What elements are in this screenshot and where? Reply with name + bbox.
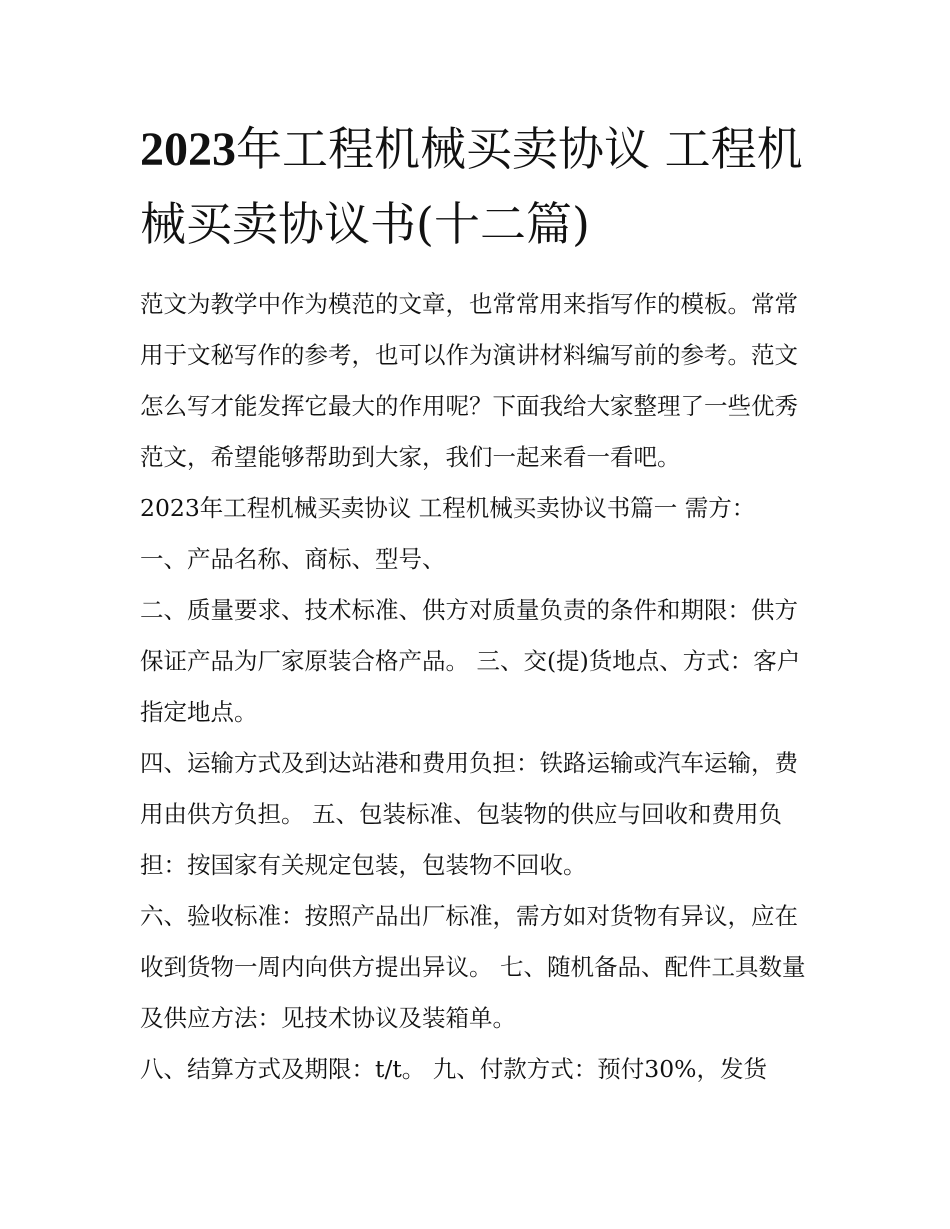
title-year: 2023 xyxy=(140,123,236,176)
clause-6-7-paragraph: 六、验收标准：按照产品出厂标准，需方如对货物有异议，应在收到货物一周内向供方提出异议。 七、随机备品、配件工具数量及供应方法：见技术协议及装箱单。 xyxy=(140,902,806,1032)
document-title xyxy=(140,112,820,261)
clause-2-3-paragraph: 二、质量要求、技术标准、供方对质量负责的条件和期限：供方保证产品为厂家原装合格产品。 三、交(提)货地点、方式：客户指定地点。 xyxy=(140,596,801,726)
clause-1-paragraph: 一、产品名称、商标、型号、 xyxy=(140,545,446,573)
intro-paragraph: 范文为教学中作为模范的文章，也常常用来指写作的模板。常常用于文秘写作的参考，也可以作为演讲材料编写前的参考。范文怎么写才能发挥它最大的作用呢？下面我给大家整理了一些优秀范文，希望能够帮助到大家，我们一起来看一看吧。 xyxy=(140,290,798,471)
section-heading-paragraph: 2023年工程机械买卖协议 工程机械买卖协议书篇一 需方： xyxy=(140,494,756,522)
clause-8-9-paragraph: 八、结算方式及期限：t/t。 九、付款方式：预付30%，发货 xyxy=(140,1055,768,1083)
document-body xyxy=(140,279,812,1095)
clause-4-5-paragraph: 四、运输方式及到达站港和费用负担：铁路运输或汽车运输，费用由供方负担。 五、包装标准、包装物的供应与回收和费用负担：按国家有关规定包装，包装物不回收。 xyxy=(140,749,798,879)
title-text: 年工程机械买卖协议 工程机械买卖协议书(十二篇) xyxy=(140,122,803,251)
